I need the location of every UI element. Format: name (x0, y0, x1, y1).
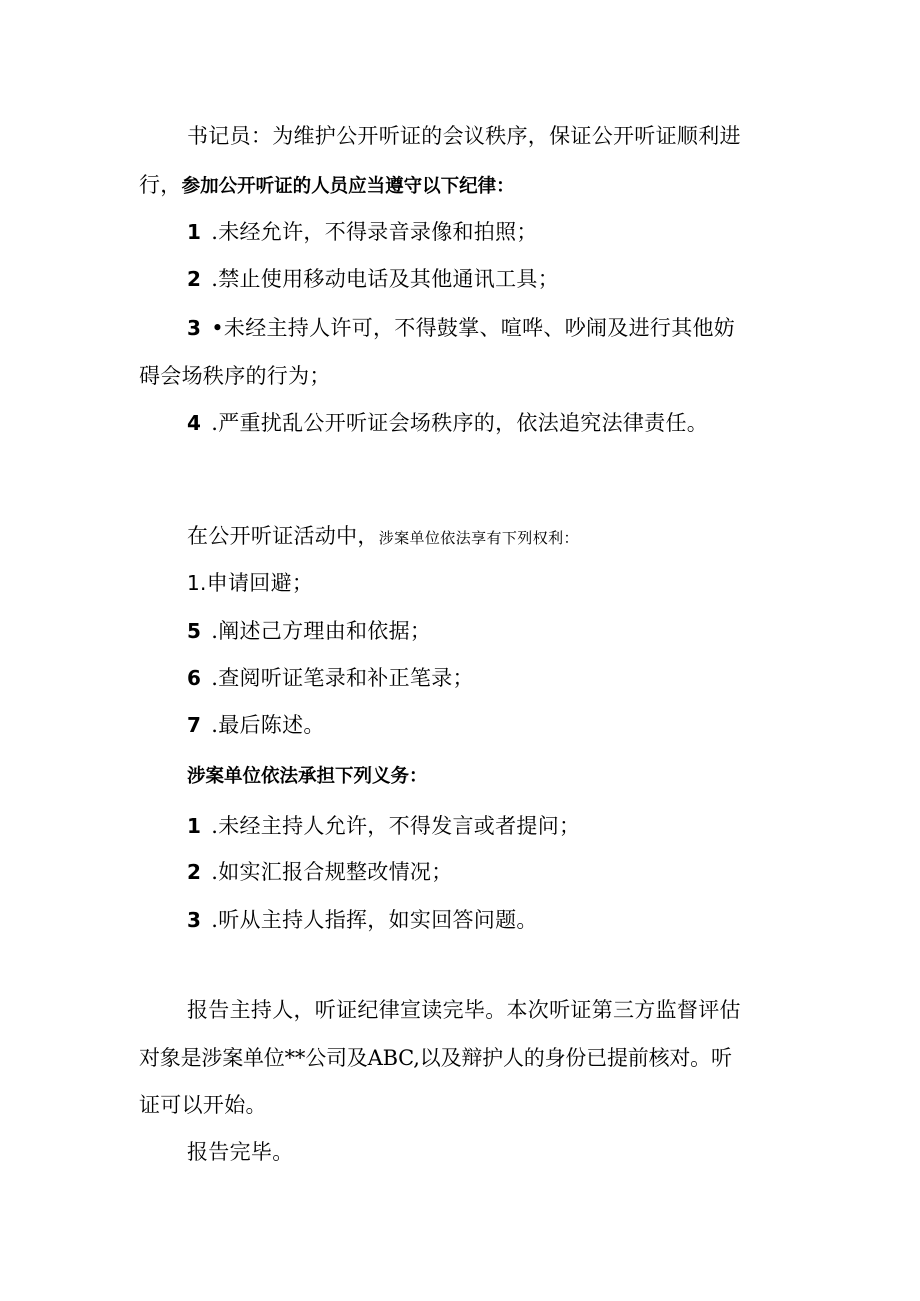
item-text: .未经允许，不得录音录像和拍照； (211, 220, 538, 244)
item-number: 1. (187, 571, 207, 595)
list-item (187, 621, 431, 642)
list-item (187, 910, 538, 931)
list-item (187, 222, 538, 243)
list-item (187, 413, 708, 434)
obligations-heading: 涉案单位依法承担下列义务： (187, 766, 428, 787)
item-text: .查阅听证笔录和补正笔录； (211, 666, 474, 690)
item-text: •未经主持人许可，不得鼓掌、喧哗、吵闹及进行其他妨 (211, 316, 736, 340)
item-number: 7 (187, 713, 202, 737)
item-text: .未经主持人允许，不得发言或者提问； (211, 814, 581, 838)
report-line: 报告主持人，听证纪律宣读完毕。本次听证第三方监督评估 (187, 998, 741, 1022)
list-item (187, 573, 313, 594)
item-text: .听从主持人指挥，如实回答问题。 (211, 908, 538, 932)
item-number: 4 (187, 411, 202, 435)
item-number: 1 (187, 814, 202, 838)
item-text: .严重扰乱公开听证会场秩序的，依法追究法律责任。 (211, 411, 709, 435)
item-number: 3 (187, 908, 202, 932)
list-item (187, 816, 580, 837)
item-number: 6 (187, 666, 202, 690)
item-number: 1 (187, 220, 202, 244)
paragraph-prefix: 行， (139, 173, 182, 197)
rights-intro-text: 涉案单位依法享有下列权利： (378, 529, 579, 547)
report-line: 证可以开始。 (139, 1093, 267, 1117)
paragraph-line (139, 175, 515, 197)
report-line: 对象是涉案单位**公司及ABC,以及辩护人的身份已提前核对。听 (139, 1046, 732, 1070)
item-number: 5 (187, 619, 202, 643)
item-text: .阐述己方理由和依据； (211, 619, 432, 643)
item-text: .禁止使用移动电话及其他通讯工具； (211, 267, 559, 291)
list-item (187, 668, 474, 689)
item-text: .如实汇报合规整改情况； (211, 860, 453, 884)
list-item (187, 269, 559, 290)
item-number: 3 (187, 316, 202, 340)
list-item (187, 862, 453, 883)
item-number: 2 (187, 860, 202, 884)
rights-intro (187, 526, 579, 547)
list-item (187, 318, 735, 339)
report-closing: 报告完毕。 (187, 1140, 294, 1164)
list-item-continuation: 碍会场秩序的行为； (139, 364, 331, 388)
rights-intro-prefix: 在公开听证活动中， (187, 524, 379, 548)
paragraph-line: 书记员：为维护公开听证的会议秩序，保证公开听证顺利进 (187, 124, 741, 148)
discipline-heading: 参加公开听证的人员应当遵守以下纪律： (181, 176, 515, 197)
item-text: .最后陈述。 (211, 713, 325, 737)
list-item (187, 715, 325, 736)
item-number: 2 (187, 267, 202, 291)
item-text: 申请回避； (206, 571, 314, 595)
